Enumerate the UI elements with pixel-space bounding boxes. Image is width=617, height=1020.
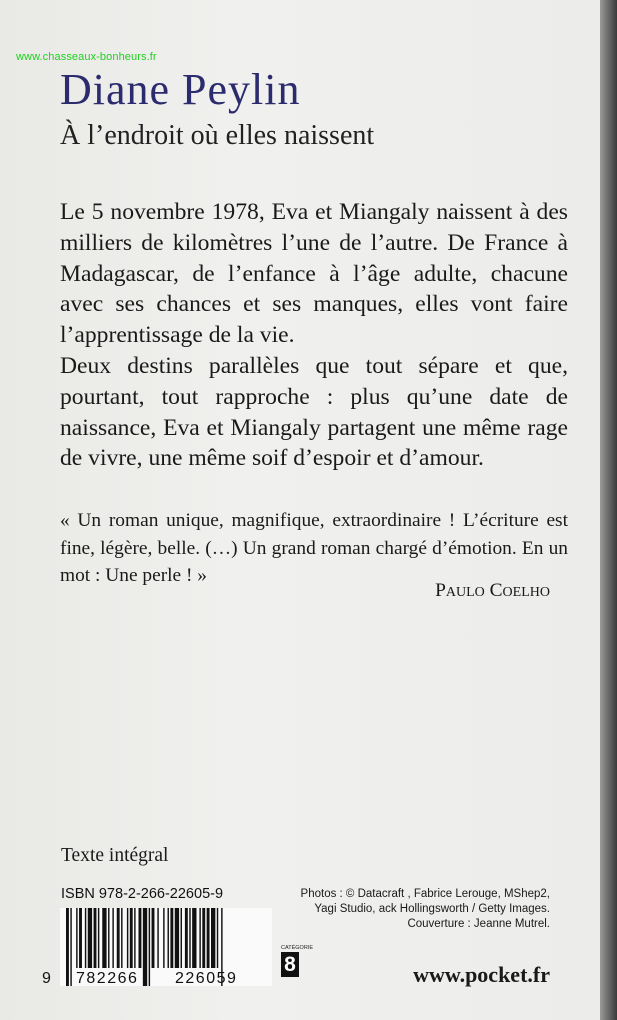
quote-text: « Un roman unique, magnifique, extraordinaire ! L’écriture est fine, légère, belle. (…) Un grand roman chargé d’émotion. En un mot : Une perle ! » — [60, 510, 568, 586]
barcode-bar — [127, 908, 128, 968]
barcode-bar — [152, 908, 155, 968]
barcode-bar — [94, 908, 97, 968]
barcode-first-digit: 9 — [42, 970, 51, 987]
barcode-bar — [121, 908, 122, 968]
barcode-bar — [163, 908, 164, 968]
barcode-bar — [149, 908, 150, 986]
isbn: ISBN 978-2-266-22605-9 — [61, 886, 224, 902]
author-name: Diane Peylin — [60, 65, 301, 114]
barcode-bar — [98, 908, 99, 968]
book-title: À l’endroit où elles naissent — [60, 120, 375, 151]
texte-integral-label: Texte intégral — [61, 845, 169, 866]
barcode-bar — [88, 908, 92, 968]
blurb-paragraph-1: Le 5 novembre 1978, Eva et Miangaly naissent à des milliers de kilomètres l’une de l’autre. De France à Madagascar, de l’enfance à l’âge adulte, chacune avec ses chances et ses manques, elles vont faire l’apprentissage de la vie. — [60, 199, 568, 349]
credit-line-1: Photos : © Datacraft , Fabrice Lerouge, MShep2, — [300, 888, 550, 900]
quote-author: Paulo Coelho — [435, 580, 550, 601]
barcode-bar — [207, 908, 210, 968]
barcode-left-digits: 782266 — [76, 970, 139, 987]
barcode-bar — [112, 908, 113, 968]
barcode-bar — [76, 908, 77, 968]
barcode-bar — [130, 908, 133, 968]
barcode-bar — [175, 908, 179, 968]
barcode-bar — [211, 908, 215, 968]
barcode-bar — [157, 908, 158, 968]
barcode-bar — [170, 908, 173, 968]
barcode-bar — [66, 908, 69, 986]
barcode-bar — [79, 908, 82, 968]
barcode-bar — [143, 908, 147, 986]
barcode-bar — [85, 908, 86, 968]
barcode-bar — [108, 908, 109, 968]
category-value: 8 — [281, 952, 299, 977]
page-edge — [600, 0, 617, 1020]
barcode-bar — [181, 908, 182, 968]
barcode-bar — [134, 908, 135, 968]
barcode-bar — [185, 908, 188, 968]
watermark-link[interactable]: www.chasseaux-bonheurs.fr — [16, 51, 157, 63]
barcode-bar — [139, 908, 142, 968]
barcode-bar — [117, 908, 120, 968]
category-badge — [281, 945, 313, 977]
barcode-bar — [202, 908, 205, 968]
website-link[interactable]: www.pocket.fr — [413, 962, 550, 987]
barcode-bar — [168, 908, 169, 968]
credit-line-3: Couverture : Jeanne Mutrel. — [407, 918, 550, 930]
blurb — [60, 197, 568, 474]
barcode-right-digits: 226059 — [175, 970, 238, 987]
photo-credits — [290, 887, 550, 932]
barcode-bar — [217, 908, 218, 968]
barcode-bar — [189, 908, 190, 968]
blurb-paragraph-2: Deux destins parallèles que tout sépare et que, pourtant, tout rapproche : plus qu’une date de naissance, Eva et Miangaly partagent une même rage de vivre, une même soif d’espoir et d’amour. — [60, 352, 568, 472]
barcode-bar — [192, 908, 196, 968]
credit-line-2: Yagi Studio, ack Hollingsworth / Getty Images. — [314, 903, 550, 915]
review-quote — [60, 507, 568, 590]
barcode-bar — [102, 908, 106, 968]
barcode-bar — [199, 908, 200, 968]
category-label: CATÉGORIE — [281, 945, 313, 951]
barcode-bar — [70, 908, 71, 986]
